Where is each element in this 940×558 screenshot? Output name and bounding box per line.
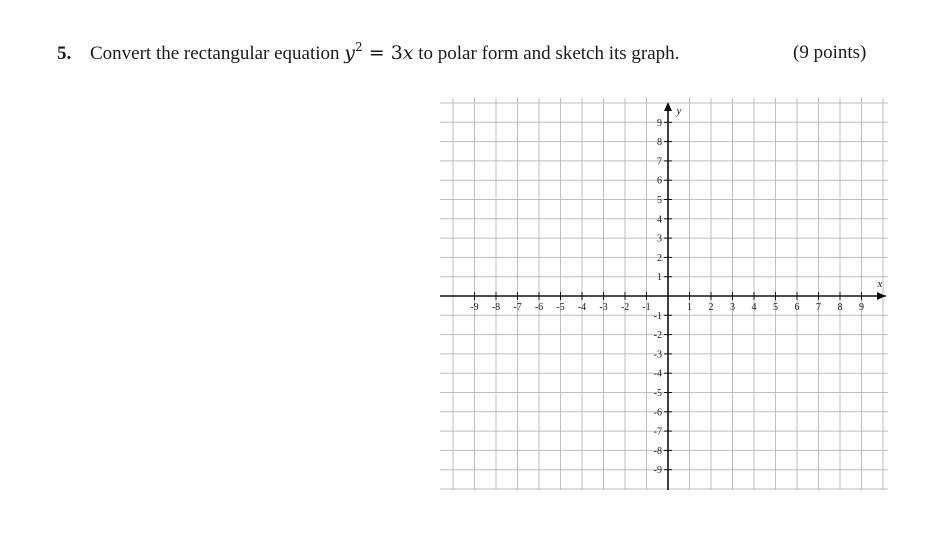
- y-tick-label: -3: [653, 349, 662, 361]
- y-tick-label: -7: [653, 426, 662, 438]
- x-tick-label: 8: [837, 302, 843, 313]
- x-tick-label: -9: [470, 302, 479, 313]
- y-tick-label: -6: [653, 407, 662, 419]
- x-tick-label: 5: [773, 302, 778, 313]
- tick-labels: [470, 118, 864, 476]
- y-tick-label: 3: [657, 233, 662, 245]
- points-label: (9 points): [793, 42, 867, 63]
- y-tick-label: 4: [657, 214, 662, 226]
- equation-rhs-var: x: [402, 42, 414, 64]
- question-number: 5.: [57, 43, 72, 64]
- y-tick-label: 8: [657, 137, 662, 149]
- x-tick-label: -1: [642, 302, 651, 313]
- y-tick-label: 5: [657, 195, 662, 206]
- x-tick-label: 1: [687, 302, 692, 313]
- x-tick-label: -4: [577, 302, 587, 313]
- x-tick-label: 2: [708, 302, 714, 313]
- x-tick-label: 4: [751, 302, 757, 313]
- y-tick-label: -1: [653, 310, 662, 322]
- y-tick-label: 1: [657, 272, 662, 284]
- x-tick-label: -2: [620, 302, 630, 313]
- x-tick-label: -5: [556, 302, 565, 313]
- question-text-before: Convert the rectangular equation: [90, 43, 340, 64]
- equation-exponent: 2: [355, 40, 363, 54]
- y-tick-label: -5: [653, 388, 662, 399]
- equation-rhs-coef: 3: [390, 42, 403, 64]
- y-axis-label: y: [676, 105, 682, 117]
- y-tick-label: 7: [657, 156, 662, 168]
- x-tick-label: -3: [599, 302, 608, 313]
- y-tick-label: -4: [653, 368, 662, 380]
- x-tick-label: 7: [816, 302, 821, 313]
- y-tick-label: 6: [657, 175, 662, 187]
- x-tick-label: -8: [491, 302, 501, 313]
- y-tick-label: -2: [653, 330, 662, 342]
- x-axis-arrow: [877, 292, 886, 300]
- question-line: [57, 41, 887, 66]
- question-text-after: to polar form and sketch its graph.: [418, 43, 680, 64]
- x-tick-label: 3: [730, 302, 735, 313]
- equation-lhs-var: y: [344, 42, 356, 64]
- x-tick-label: -6: [534, 302, 544, 313]
- equation-equals: =: [368, 42, 385, 64]
- x-axis-label: x: [877, 278, 883, 290]
- x-tick-label: 9: [859, 302, 864, 313]
- axis-labels: [676, 105, 883, 290]
- y-tick-label: -8: [653, 445, 662, 457]
- coordinate-grid: [440, 98, 888, 490]
- axes: [440, 102, 886, 490]
- x-tick-label: 6: [794, 302, 800, 313]
- y-tick-label: 9: [657, 117, 662, 129]
- equation: [344, 42, 413, 64]
- y-tick-label: -9: [653, 465, 662, 477]
- x-tick-label: -7: [513, 302, 522, 313]
- y-tick-label: 2: [657, 252, 662, 264]
